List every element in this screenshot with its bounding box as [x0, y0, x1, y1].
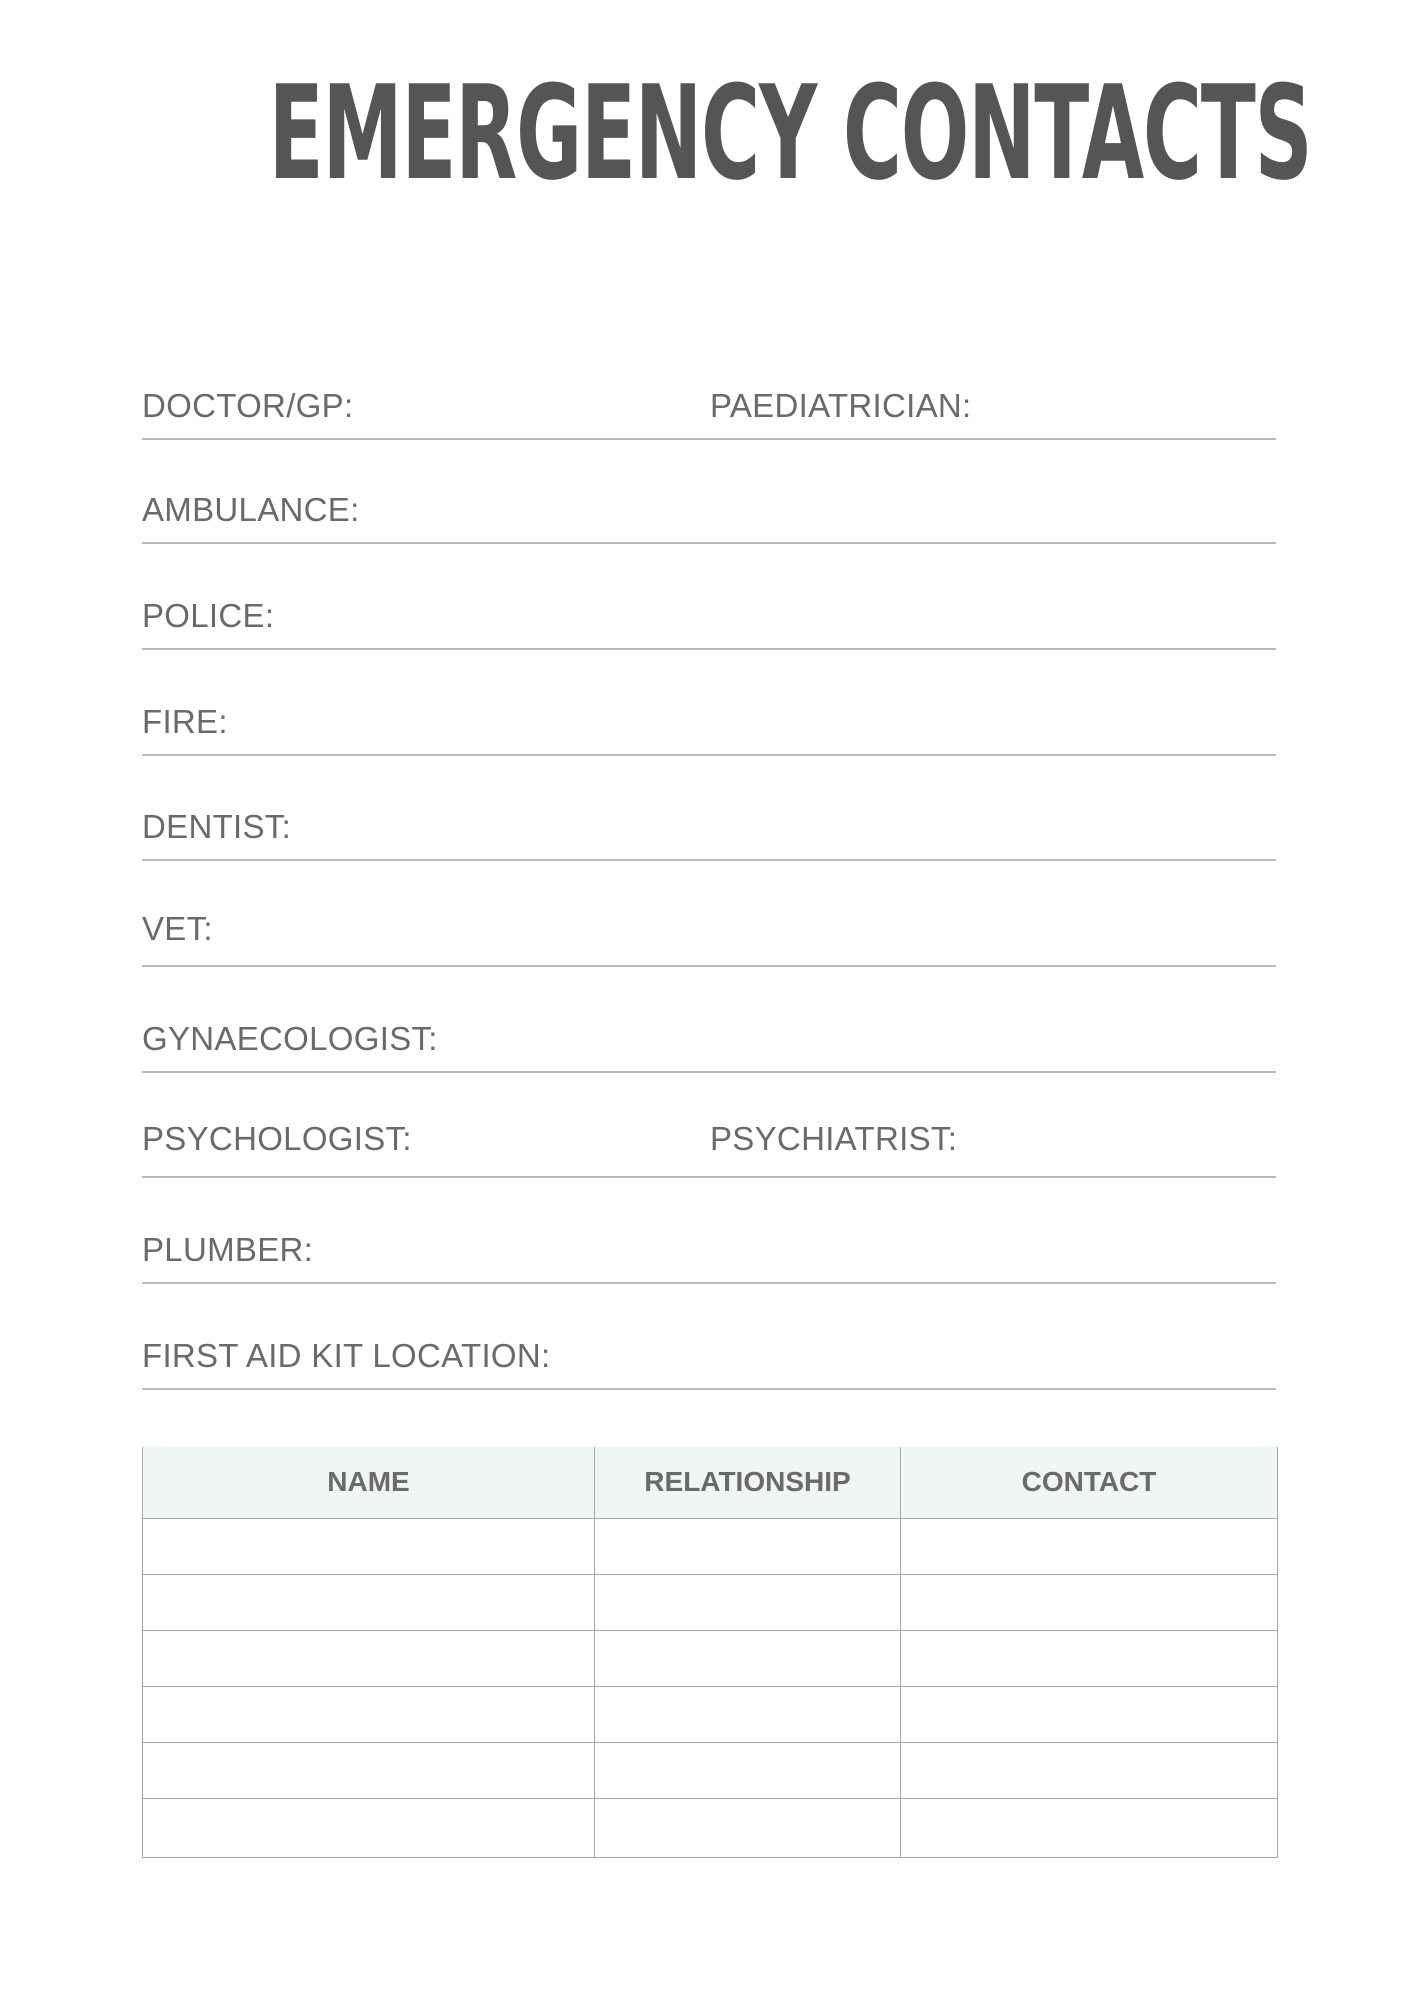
field-row-plumber[interactable]: [142, 1224, 1276, 1284]
field-row-police[interactable]: [142, 590, 1276, 650]
name-cell[interactable]: [143, 1630, 595, 1686]
relationship-cell[interactable]: [595, 1630, 901, 1686]
name-cell[interactable]: [143, 1742, 595, 1798]
table-row: [143, 1630, 1278, 1686]
relationship-cell[interactable]: [595, 1518, 901, 1574]
police-label: POLICE:: [142, 597, 275, 634]
relationship-column-header: RELATIONSHIP: [595, 1447, 901, 1518]
name-column-header: NAME: [143, 1447, 595, 1518]
table-row: [143, 1686, 1278, 1742]
field-row-dentist[interactable]: [142, 801, 1276, 861]
relationship-cell[interactable]: [595, 1686, 901, 1742]
table-row: [143, 1798, 1278, 1857]
relationship-cell[interactable]: [595, 1798, 901, 1857]
paediatrician-label: PAEDIATRICIAN:: [710, 387, 972, 424]
first-aid-kit-location-label: FIRST AID KIT LOCATION:: [142, 1337, 551, 1374]
contact-column-header: CONTACT: [901, 1447, 1278, 1518]
plumber-label: PLUMBER:: [142, 1231, 314, 1268]
relationship-cell[interactable]: [595, 1574, 901, 1630]
contact-cell[interactable]: [901, 1574, 1278, 1630]
vet-label: VET:: [142, 910, 213, 947]
dentist-label: DENTIST:: [142, 808, 292, 845]
name-cell[interactable]: [143, 1798, 595, 1857]
contact-cell[interactable]: [901, 1630, 1278, 1686]
gynaecologist-label: GYNAECOLOGIST:: [142, 1020, 438, 1057]
table-row: [143, 1518, 1278, 1574]
table-row: [143, 1574, 1278, 1630]
table-header-row: [143, 1447, 1278, 1518]
field-row-ambulance[interactable]: [142, 484, 1276, 544]
name-cell[interactable]: [143, 1686, 595, 1742]
doctor-gp-label: DOCTOR/GP:: [142, 387, 354, 424]
field-row-fire[interactable]: [142, 696, 1276, 756]
field-row-gynaecologist[interactable]: [142, 1013, 1276, 1073]
psychiatrist-label: PSYCHIATRIST:: [710, 1120, 958, 1157]
field-row-first-aid-kit[interactable]: [142, 1330, 1276, 1390]
contacts-table: [142, 1447, 1278, 1858]
ambulance-label: AMBULANCE:: [142, 491, 360, 528]
name-cell[interactable]: [143, 1518, 595, 1574]
psychologist-label: PSYCHOLOGIST:: [142, 1120, 412, 1157]
name-cell[interactable]: [143, 1574, 595, 1630]
contact-cell[interactable]: [901, 1686, 1278, 1742]
fire-label: FIRE:: [142, 703, 228, 740]
relationship-cell[interactable]: [595, 1742, 901, 1798]
contact-cell[interactable]: [901, 1742, 1278, 1798]
page-title: EMERGENCY CONTACTS: [268, 57, 1312, 209]
contact-cell[interactable]: [901, 1798, 1278, 1857]
field-row-doctor-paediatrician[interactable]: [142, 380, 1276, 440]
field-row-psychologist-psychiatrist[interactable]: [142, 1118, 1276, 1178]
table-row: [143, 1742, 1278, 1798]
field-row-vet[interactable]: [142, 907, 1276, 967]
contact-cell[interactable]: [901, 1518, 1278, 1574]
